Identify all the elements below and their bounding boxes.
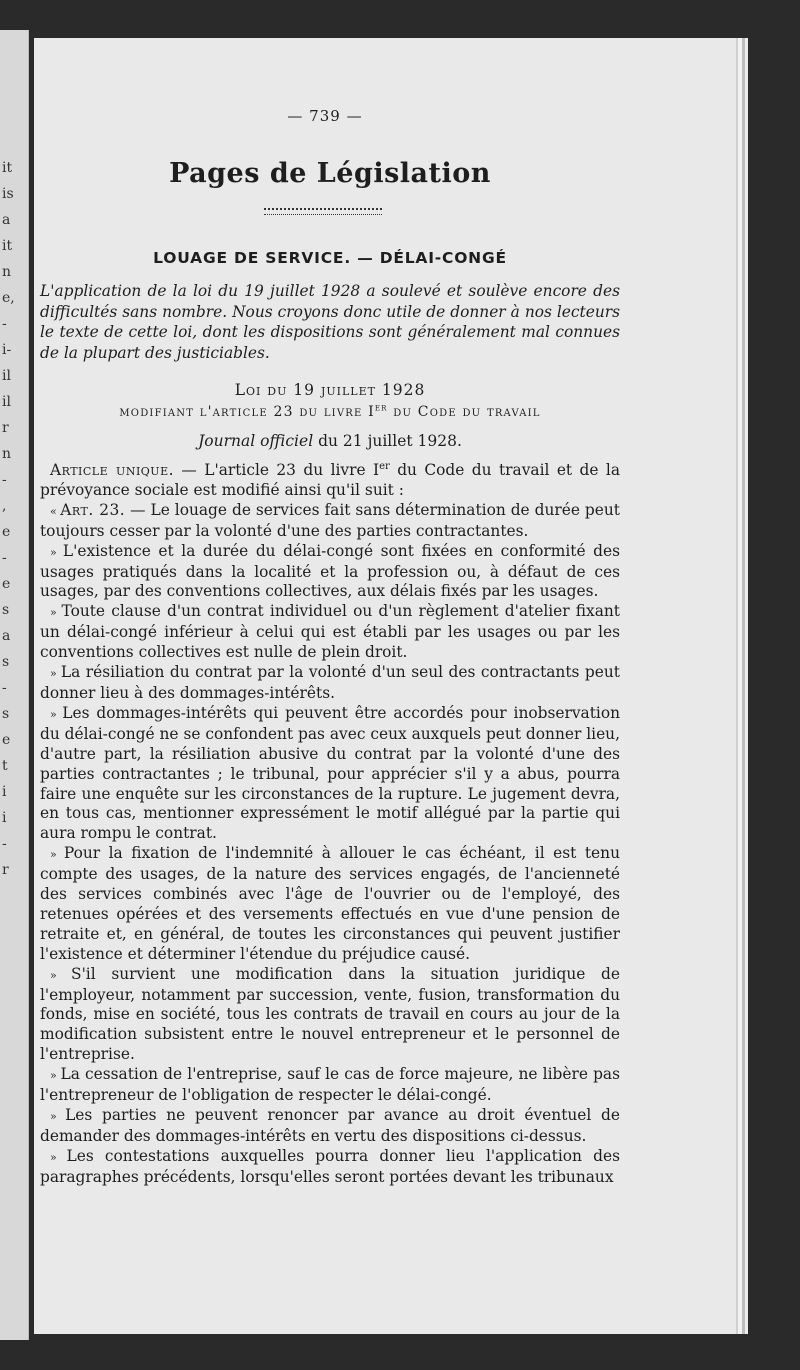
paragraph-list <box>40 501 620 1188</box>
adjacent-page-fragment: - <box>2 836 7 852</box>
law-subtitle-post: du Code du travail <box>387 404 541 420</box>
law-paragraph <box>40 704 620 844</box>
adjacent-page-fragment: - <box>2 316 7 332</box>
law-paragraph <box>40 501 620 542</box>
section-heading: LOUAGE DE SERVICE. — DÉLAI-CONGÉ <box>153 249 507 267</box>
law-paragraph <box>40 965 620 1066</box>
paragraph-text: Les parties ne peuvent renoncer par avance au droit éventuel de demander des dommages-intérêts en vertu des dispositions ci-dessus. <box>40 1106 621 1145</box>
paragraph-text: S'il survient une modification dans la situation juridique de l'employeur, notamment par succession, vente, fusion, transformation du fonds, mise en société, tous les contrats de travail en cours au jour de la modification subsistent entre le nouvel entrepreneur et le personnel de l'entreprise. <box>40 964 620 1064</box>
adjacent-page-fragment: it <box>2 238 13 254</box>
law-title: Loi du 19 juillet 1928 <box>234 381 426 399</box>
adjacent-page-fragment: r <box>2 862 9 878</box>
adjacent-page-fragment: it <box>2 160 13 176</box>
paragraph-text: La résiliation du contrat par la volonté d'un seul des contractants peut donner lieu à des dommages-intérêts. <box>40 663 620 702</box>
law-paragraph <box>40 1065 620 1106</box>
article-label: Article unique. <box>50 461 175 479</box>
article-text-sup: er <box>379 460 390 472</box>
law-paragraph <box>40 663 620 704</box>
adjacent-page-fragment: e <box>2 524 11 540</box>
adjacent-page-fragment: il <box>2 394 11 410</box>
article-text-post: du Code du travail et de la prévoyance sociale est modifié ainsi qu'il suit : <box>40 461 621 499</box>
law-paragraph <box>40 844 620 964</box>
adjacent-page-fragment: n <box>2 446 12 462</box>
intro-paragraph: L'application de la loi du 19 juillet 1928 a soulevé et soulève encore des difficultés sans nombre. Nous croyons donc utile de donner à nos lecteurs le texte de cette loi, dont les dispositions sont généralement mal connues de la plupart des justiciables. <box>40 282 620 362</box>
quote-mark: » <box>50 848 64 862</box>
quote-mark: » <box>50 1150 67 1164</box>
paragraph-text: Pour la fixation de l'indemnité à allouer le cas échéant, il est tenu compte des usages, de la nature des services engagés, de l'ancienneté des services combinés avec l'âge de l'ouvrier ou de l'employé, des retenues opérées et des versements effectués en vue d'une pension de retraite et, en général, de toutes les circonstances qui peuvent justifier l'existence et déterminer l'étendue du préjudice causé. <box>40 844 620 963</box>
adjacent-page-fragment: , <box>2 498 7 514</box>
journal-name: Journal officiel <box>198 432 314 450</box>
adjacent-page-fragment: a <box>2 212 11 228</box>
paragraph-label: Art. 23. <box>60 500 126 519</box>
journal-reference <box>40 431 620 451</box>
law-subtitle <box>40 402 620 422</box>
law-paragraph <box>40 602 620 663</box>
paragraph-text: — Le louage de services fait sans détermination de durée peut toujours cesser par la volonté d'une des parties contractantes. <box>40 500 620 540</box>
adjacent-page-fragment: i <box>2 784 7 800</box>
law-subtitle-sup: er <box>374 402 388 414</box>
paragraph-text: Les dommages-intérêts qui peuvent être accordés pour inobservation du délai-congé ne se confondent pas avec ceux auxquels peut donner lieu, d'autre part, la résiliation abusive du contrat par la volonté d'une des parties contractantes ; le tribunal, pour apprécier s'il y a abus, pourra faire une enquête sur les circonstances de la rupture. Le jugement devra, en tous cas, mentionner expressément le motif allégué par la partie qui aura rompu le contrat. <box>40 703 620 843</box>
article-text-pre: — L'article 23 du livre I <box>174 461 380 479</box>
adjacent-page-fragment: e <box>2 576 11 592</box>
journal-date: du 21 juillet 1928. <box>313 432 462 450</box>
quote-mark: « <box>50 504 61 518</box>
adjacent-page-fragment: - <box>2 680 7 696</box>
law-paragraph <box>40 1147 620 1188</box>
law-paragraph <box>40 542 620 603</box>
adjacent-page-fragment: - <box>2 472 7 488</box>
page-title: Pages de Législation <box>169 158 491 189</box>
law-paragraph <box>40 1106 620 1147</box>
dotted-separator <box>264 208 382 215</box>
adjacent-page-edge <box>0 30 29 1340</box>
paragraph-text: Toute clause d'un contrat individuel ou d'un règlement d'atelier fixant un délai-congé inférieur à celui qui est établi par les usages ou par les conventions collectives est nulle de plein droit. <box>40 602 620 662</box>
paragraph-text: L'existence et la durée du délai-congé sont fixées en conformité des usages pratiqués dans la localité et la profession ou, à défaut de ces usages, par des conventions collectives, aux délais fixés par les usages. <box>40 541 620 601</box>
book-page <box>34 38 736 1334</box>
adjacent-page-fragment: t <box>2 758 8 774</box>
quote-mark: » <box>50 1069 61 1083</box>
adjacent-page-fragment: s <box>2 602 10 618</box>
adjacent-page-fragment: s <box>2 654 10 670</box>
paragraph-text: Les contestations auxquelles pourra donner lieu l'application des paragraphes précédents, lorsqu'elles seront portées devant les tribunaux <box>40 1146 620 1186</box>
adjacent-page-fragment: il <box>2 368 11 384</box>
page-number: — 739 — <box>287 107 363 125</box>
adjacent-page-fragment: r <box>2 420 9 436</box>
quote-mark: » <box>50 667 61 681</box>
quote-mark: » <box>50 968 72 982</box>
quote-mark: » <box>50 1110 66 1123</box>
adjacent-page-fragment: i- <box>2 342 12 358</box>
law-subtitle-pre: modifiant l'article 23 du livre I <box>119 404 375 420</box>
article-intro <box>40 461 620 501</box>
adjacent-page-fragment: - <box>2 550 7 566</box>
law-body <box>40 461 620 1188</box>
quote-mark: » <box>50 606 62 620</box>
quote-mark: » <box>50 545 63 559</box>
adjacent-page-fragment: e <box>2 732 11 748</box>
adjacent-page-fragment: e, <box>2 290 15 306</box>
adjacent-page-fragment: a <box>2 628 11 644</box>
paragraph-text: La cessation de l'entreprise, sauf le cas de force majeure, ne libère pas l'entrepreneur de l'obligation de respecter le délai-congé. <box>40 1065 620 1105</box>
adjacent-page-fragment: is <box>2 186 14 202</box>
quote-mark: » <box>50 707 63 721</box>
adjacent-page-fragment: s <box>2 706 10 722</box>
adjacent-page-fragment: n <box>2 264 12 280</box>
adjacent-page-fragment: i <box>2 810 7 826</box>
